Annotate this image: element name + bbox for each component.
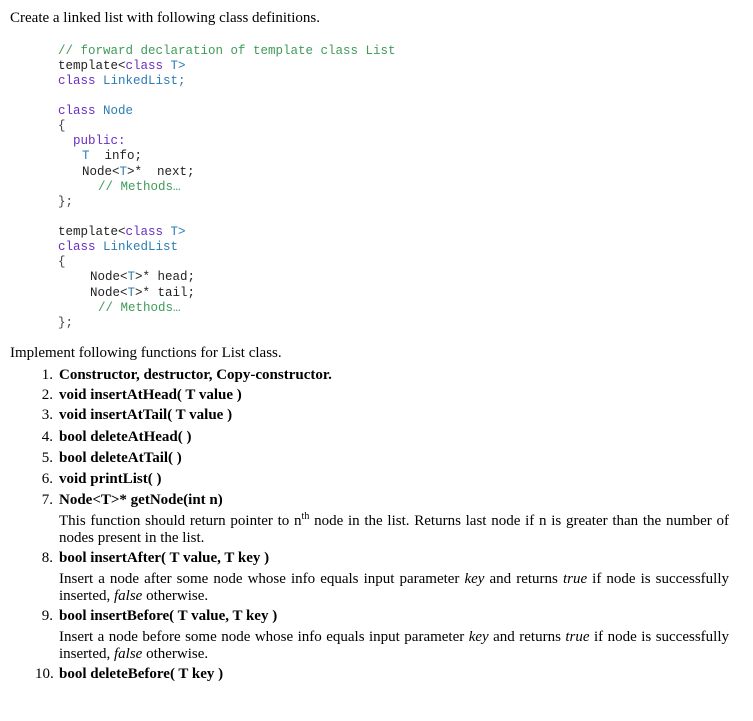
code-line: T info; [82, 149, 143, 163]
item-number: 4. [41, 429, 53, 445]
item-title: Constructor, destructor, Copy-constructor. [59, 367, 332, 383]
code-line: class Node [58, 104, 134, 118]
code-brace: }; [58, 316, 74, 330]
item-description: This function should return pointer to $n^{th}$ node in the list. Returns last node if n is greater than the number of nodes present in the list. [59, 511, 729, 546]
code-line: template<class T> [58, 59, 186, 73]
item-number: 8. [41, 550, 53, 566]
item-number: 1. [41, 367, 53, 383]
item-number: 7. [41, 492, 53, 508]
item-title: Node<T>* getNode(int n) [59, 492, 223, 508]
item-number: 2. [41, 387, 53, 403]
implement-heading: Implement following functions for List class. [10, 345, 282, 361]
item-number: 5. [41, 450, 53, 466]
code-brace: { [58, 119, 66, 133]
code-line: class LinkedList [58, 240, 179, 254]
item-title: bool deleteAtHead( ) [59, 429, 192, 445]
code-access-specifier: public: [73, 134, 126, 148]
intro-text: Create a linked list with following class definitions. [10, 10, 320, 26]
item-title: void insertAtHead( T value ) [59, 387, 242, 403]
code-line: template<class T> [58, 225, 186, 239]
code-block [0, 0, 753, 340]
item-title: bool insertBefore( T value, T key ) [59, 608, 278, 624]
code-line: Node<T>* tail; [90, 286, 196, 300]
item-title: void printList( ) [59, 471, 162, 487]
code-brace: { [58, 255, 66, 269]
code-comment: // Methods… [98, 180, 181, 194]
code-line: Node<T>* next; [82, 165, 195, 179]
item-description: Insert a node before some node whose info equals input parameter key and returns true if node is successfully inserted, false otherwise. [59, 629, 730, 662]
code-comment: // forward declaration of template class List [58, 44, 396, 58]
code-brace: }; [58, 195, 74, 209]
code-line: Node<T>* head; [90, 270, 196, 284]
code-line: class LinkedList; [58, 74, 186, 88]
item-title: bool insertAfter( T value, T key ) [59, 550, 270, 566]
item-title: bool deleteAtTail( ) [59, 450, 182, 466]
code-comment: // Methods… [98, 301, 181, 315]
item-title: bool deleteBefore( T key ) [59, 666, 224, 682]
item-number: 3. [41, 407, 53, 423]
item-number: 9. [41, 608, 53, 624]
item-number: 6. [41, 471, 53, 487]
item-description: Insert a node after some node whose info equals input parameter key and returns true if node is successfully inserted, false otherwise. [59, 571, 729, 604]
item-number: 10. [35, 666, 54, 682]
item-title: void insertAtTail( T value ) [59, 407, 233, 423]
